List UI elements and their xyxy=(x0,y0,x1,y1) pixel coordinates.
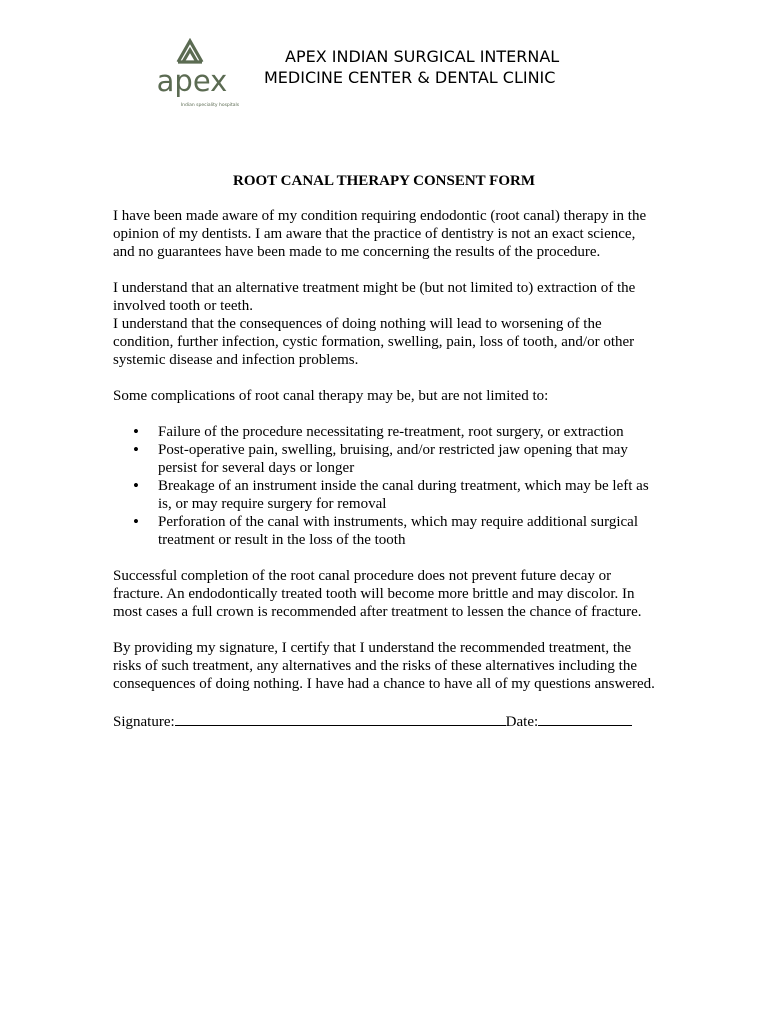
apex-logo xyxy=(144,38,240,110)
consequences-paragraph: I understand that the consequences of doing nothing will lead to worsening of the condition, further infection, cystic formation, swelling, pain, loss of tooth, and/or other systemic disease and infection problems. xyxy=(113,316,635,368)
signature-row xyxy=(113,711,655,731)
logo-tagline: Indian speciality hospitals xyxy=(180,103,240,108)
form-body xyxy=(113,207,655,731)
logo-wordmark: apex xyxy=(156,64,228,98)
signature-label: Signature: xyxy=(113,714,175,730)
date-label: Date: xyxy=(505,714,539,730)
list-item: • Perforation of the canal with instruments, which may require additional surgical treatment or result in the loss of the tooth xyxy=(113,513,655,549)
outcome-paragraph: Successful completion of the root canal procedure does not prevent future decay or fracture. An endodontically treated tooth will become more brittle and may discolor. In most cases a full crown is recommended after treatment to lessen the chance of fracture. xyxy=(113,568,642,620)
complications-list xyxy=(113,423,655,549)
certification-paragraph: By providing my signature, I certify that I understand the recommended treatment, the risks of such treatment, any alternatives and the risks of these alternatives including the consequences of doing nothing. I have had a chance to have all of my questions answered. xyxy=(113,640,655,692)
awareness-paragraph: I have been made aware of my condition requiring endodontic (root canal) therapy in the opinion of my dentists. I am aware that the practice of dentistry is not an exact science, and no guarantees have been made to me concerning the results of the procedure. xyxy=(113,208,647,260)
form-title: ROOT CANAL THERAPY CONSENT FORM xyxy=(233,173,535,189)
list-item: • Breakage of an instrument inside the canal during treatment, which may be left as is, or may require surgery for removal xyxy=(113,477,655,513)
list-item: • Failure of the procedure necessitating re-treatment, root surgery, or extraction xyxy=(113,423,655,441)
complications-intro: Some complications of root canal therapy may be, but are not limited to: xyxy=(113,388,549,404)
clinic-name-line2: MEDICINE CENTER & DENTAL CLINIC xyxy=(264,68,556,87)
clinic-name-line1: APEX INDIAN SURGICAL INTERNAL xyxy=(285,47,560,66)
list-item: • Post-operative pain, swelling, bruising, and/or restricted jaw opening that may persist for several days or longer xyxy=(113,441,655,477)
alternative-treatment-paragraph: I understand that an alternative treatment might be (but not limited to) extraction of the involved tooth or teeth. xyxy=(113,280,636,314)
signature-field[interactable] xyxy=(175,711,506,726)
date-field[interactable] xyxy=(538,711,632,726)
clinic-name xyxy=(264,46,604,88)
